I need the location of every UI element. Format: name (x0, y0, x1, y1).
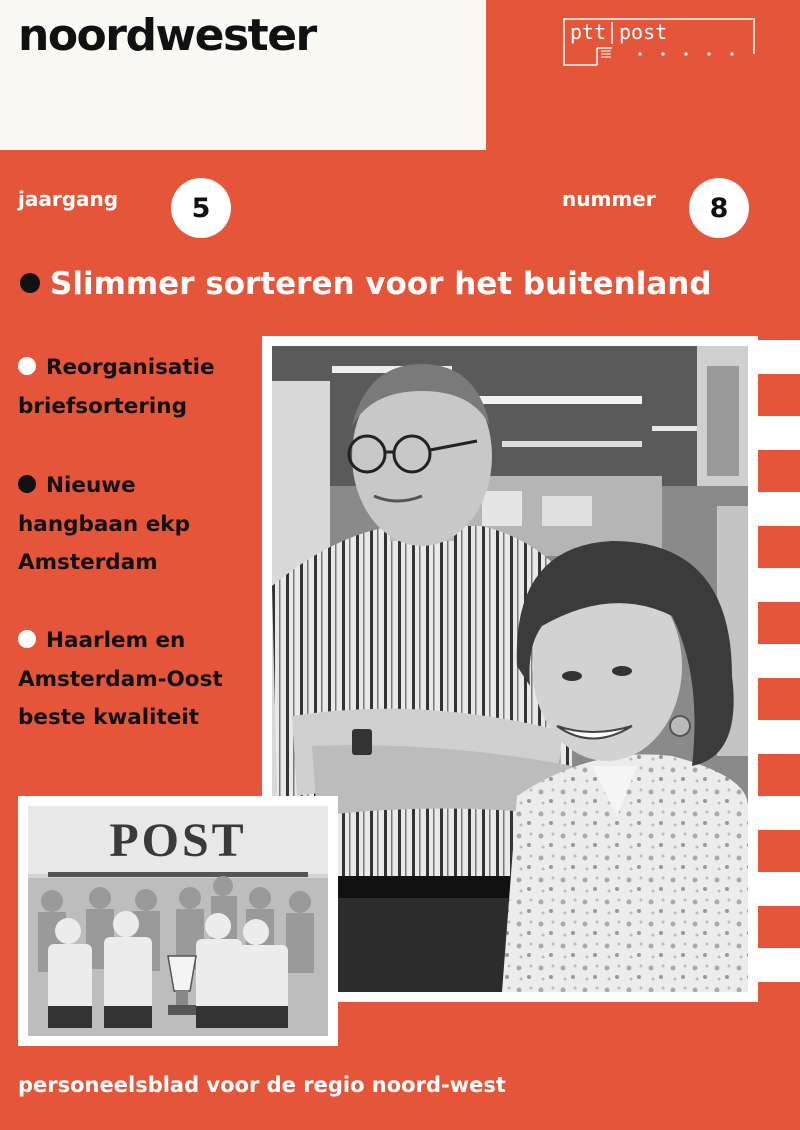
story-line: Amsterdam (18, 550, 158, 575)
story-item-1 (18, 349, 215, 426)
issue-number: 8 (709, 192, 729, 224)
story-line: beste kwaliteit (18, 705, 200, 730)
story-line: Amsterdam-Oost (18, 666, 223, 692)
logo-text-post: post (619, 20, 668, 44)
bullet-icon (18, 357, 36, 375)
small-photo-frame (18, 796, 338, 1046)
story-line: Haarlem en (46, 628, 186, 653)
group-photo (28, 806, 328, 1036)
cover-headline (20, 266, 712, 302)
story-line: hangbaan ekp (18, 511, 190, 537)
volume-number-badge (171, 178, 231, 238)
ptt-post-logo (563, 18, 755, 66)
story-item-2 (18, 467, 190, 583)
story-line: briefsortering (18, 393, 187, 419)
volume-number: 5 (191, 192, 211, 224)
headline-text: Slimmer sorteren voor het buitenland (50, 266, 712, 302)
bullet-icon (18, 475, 36, 493)
volume-label: jaargang (18, 187, 119, 211)
masthead-panel (0, 0, 486, 150)
issue-label: nummer (562, 187, 656, 211)
magazine-tagline: personeelsblad voor de regio noord-west (18, 1073, 506, 1097)
sign-text: POST (109, 814, 247, 867)
story-item-3 (18, 622, 223, 738)
bullet-icon (18, 630, 36, 648)
decorative-stripes (758, 340, 800, 1000)
bullet-icon (20, 273, 40, 293)
masthead-title: noordwester (18, 10, 316, 61)
issue-number-badge (689, 178, 749, 238)
logo-text-ptt: ptt (570, 20, 607, 44)
story-line: Reorganisatie (46, 355, 215, 380)
main-photo (272, 346, 748, 992)
story-line: Nieuwe (46, 473, 136, 498)
